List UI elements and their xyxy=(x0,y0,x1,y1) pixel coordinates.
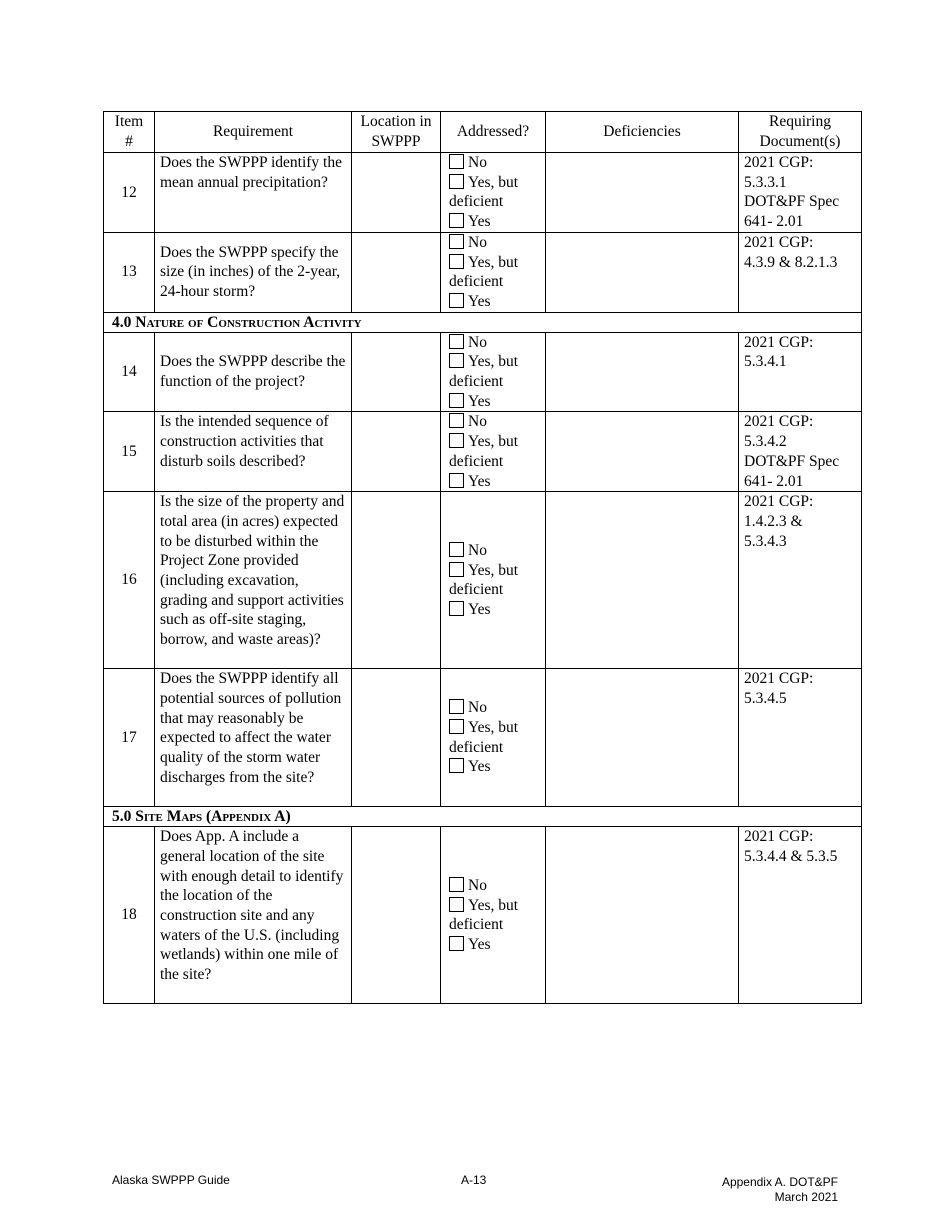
yes-but-deficient-checkbox[interactable] xyxy=(449,254,464,269)
table-row xyxy=(104,153,862,233)
yes-label: Yes xyxy=(468,472,491,490)
table-row xyxy=(104,669,862,807)
yes-but-label: Yes, but xyxy=(468,719,519,737)
addressed-options xyxy=(441,669,546,807)
header-requiring: Requiring Document(s) xyxy=(739,112,862,153)
no-label: No xyxy=(468,876,487,894)
ref-line: 641- 2.01 xyxy=(744,213,804,231)
requiring-documents xyxy=(739,153,862,233)
no-label: No xyxy=(468,541,487,559)
header-row xyxy=(104,112,862,153)
yes-label: Yes xyxy=(468,213,491,231)
deficiencies-cell[interactable] xyxy=(546,412,739,492)
requirement-text: Does the SWPPP identify the mean annual precipitation? xyxy=(155,153,352,233)
requiring-documents xyxy=(739,232,862,312)
deficient-label: deficient xyxy=(449,193,504,211)
deficient-label: deficient xyxy=(449,916,504,934)
ref-line: 5.3.3.1 xyxy=(744,173,787,191)
ref-line: DOT&PF Spec xyxy=(744,193,840,211)
location-cell[interactable] xyxy=(352,332,441,412)
no-checkbox[interactable] xyxy=(449,542,464,557)
yes-but-deficient-checkbox[interactable] xyxy=(449,174,464,189)
deficiencies-cell[interactable] xyxy=(546,669,739,807)
footer-date: March 2021 xyxy=(774,1190,838,1204)
section-name: Site Maps (Appendix A) xyxy=(135,808,291,826)
requirement-text: Does the SWPPP describe the function of the project? xyxy=(155,332,352,412)
requiring-documents xyxy=(739,669,862,807)
header-deficiencies: Deficiencies xyxy=(546,112,739,153)
section-number: 4.0 xyxy=(112,313,132,331)
yes-checkbox[interactable] xyxy=(449,473,464,488)
footer-appendix: Appendix A. DOT&PF xyxy=(721,1175,838,1189)
section-header xyxy=(104,312,862,332)
ref-line: 641- 2.01 xyxy=(744,472,804,490)
addressed-options xyxy=(441,232,546,312)
yes-but-deficient-checkbox[interactable] xyxy=(449,353,464,368)
item-number: 17 xyxy=(104,669,155,807)
yes-label: Yes xyxy=(468,935,491,953)
item-number: 15 xyxy=(104,412,155,492)
ref-line: 5.3.4.1 xyxy=(744,353,787,371)
yes-but-label: Yes, but xyxy=(468,896,519,914)
header-requirement: Requirement xyxy=(155,112,352,153)
addressed-options xyxy=(441,153,546,233)
page-number: A-13 xyxy=(461,1173,487,1187)
yes-but-deficient-checkbox[interactable] xyxy=(449,562,464,577)
ref-line: 1.4.2.3 & xyxy=(744,512,803,530)
no-checkbox[interactable] xyxy=(449,413,464,428)
deficient-label: deficient xyxy=(449,452,504,470)
yes-but-label: Yes, but xyxy=(468,353,519,371)
yes-label: Yes xyxy=(468,758,491,776)
ref-line: 2021 CGP: xyxy=(744,154,814,171)
yes-but-label: Yes, but xyxy=(468,433,519,451)
deficient-label: deficient xyxy=(449,273,504,291)
item-number: 12 xyxy=(104,153,155,233)
requiring-documents xyxy=(739,827,862,1004)
header-location: Location in SWPPP xyxy=(352,112,441,153)
deficiencies-cell[interactable] xyxy=(546,827,739,1004)
deficiencies-cell[interactable] xyxy=(546,232,739,312)
section-title xyxy=(104,312,862,332)
requiring-documents xyxy=(739,492,862,669)
location-cell[interactable] xyxy=(352,492,441,669)
location-cell[interactable] xyxy=(352,669,441,807)
ref-line: 2021 CGP: xyxy=(744,493,814,511)
yes-checkbox[interactable] xyxy=(449,293,464,308)
ref-line: 5.3.4.2 xyxy=(744,433,787,451)
requirement-text: Does App. A include a general location of the site with enough detail to identify the location of the construction site and any waters of the U.S. (including wetlands) within one mile of the site? xyxy=(155,827,352,1004)
table-row xyxy=(104,412,862,492)
no-label: No xyxy=(468,333,487,351)
yes-checkbox[interactable] xyxy=(449,213,464,228)
no-checkbox[interactable] xyxy=(449,334,464,349)
location-cell[interactable] xyxy=(352,232,441,312)
no-checkbox[interactable] xyxy=(449,877,464,892)
yes-but-deficient-checkbox[interactable] xyxy=(449,433,464,448)
no-checkbox[interactable] xyxy=(449,154,464,169)
deficiencies-cell[interactable] xyxy=(546,332,739,412)
ref-line: 2021 CGP: xyxy=(744,670,814,688)
requirement-text: Does the SWPPP specify the size (in inches) of the 2-year, 24-hour storm? xyxy=(155,232,352,312)
table-row xyxy=(104,827,862,1004)
no-label: No xyxy=(468,154,487,171)
ref-line: 4.3.9 & 8.2.1.3 xyxy=(744,253,838,271)
addressed-options xyxy=(441,827,546,1004)
deficiencies-cell[interactable] xyxy=(546,492,739,669)
ref-line: 2021 CGP: xyxy=(744,828,814,846)
yes-label: Yes xyxy=(468,392,491,410)
item-number: 18 xyxy=(104,827,155,1004)
addressed-options xyxy=(441,332,546,412)
section-number: 5.0 xyxy=(112,808,132,826)
yes-but-label: Yes, but xyxy=(468,561,519,579)
location-cell[interactable] xyxy=(352,827,441,1004)
yes-label: Yes xyxy=(468,600,491,618)
section-title xyxy=(104,807,862,827)
ref-line: 2021 CGP: xyxy=(744,233,814,251)
requiring-documents xyxy=(739,332,862,412)
checklist-table xyxy=(103,111,862,1004)
ref-line: 5.3.4.4 & 5.3.5 xyxy=(744,847,838,865)
table-row xyxy=(104,332,862,412)
no-label: No xyxy=(468,699,487,717)
yes-but-label: Yes, but xyxy=(468,173,519,191)
deficient-label: deficient xyxy=(449,373,504,391)
footer-left: Alaska SWPPP Guide xyxy=(112,1173,230,1187)
header-item: Item # xyxy=(104,112,155,153)
header-addressed: Addressed? xyxy=(441,112,546,153)
yes-checkbox[interactable] xyxy=(449,758,464,773)
yes-checkbox[interactable] xyxy=(449,393,464,408)
deficient-label: deficient xyxy=(449,738,504,756)
ref-line: 5.3.4.5 xyxy=(744,689,787,707)
item-number: 14 xyxy=(104,332,155,412)
footer-right xyxy=(722,1175,838,1205)
yes-checkbox[interactable] xyxy=(449,936,464,951)
no-checkbox[interactable] xyxy=(449,234,464,249)
yes-but-deficient-checkbox[interactable] xyxy=(449,719,464,734)
addressed-options xyxy=(441,412,546,492)
no-checkbox[interactable] xyxy=(449,699,464,714)
requiring-documents xyxy=(739,412,862,492)
ref-line: DOT&PF Spec xyxy=(744,452,840,470)
section-header xyxy=(104,807,862,827)
ref-line: 2021 CGP: xyxy=(744,413,814,431)
deficient-label: deficient xyxy=(449,581,504,599)
yes-label: Yes xyxy=(468,292,491,310)
requirement-text: Does the SWPPP identify all potential sources of pollution that may reasonably be expected to affect the water quality of the storm water discharges from the site? xyxy=(155,669,352,807)
item-number: 13 xyxy=(104,232,155,312)
no-label: No xyxy=(468,233,487,251)
addressed-options xyxy=(441,492,546,669)
ref-line: 5.3.4.3 xyxy=(744,532,787,550)
yes-checkbox[interactable] xyxy=(449,601,464,616)
requirement-text: Is the size of the property and total area (in acres) expected to be disturbed within the Project Zone provided (including excavation, grading and support activities such as off-site staging, borrow, and waste areas)? xyxy=(155,492,352,669)
yes-but-label: Yes, but xyxy=(468,253,519,271)
ref-line: 2021 CGP: xyxy=(744,333,814,351)
requirement-text: Is the intended sequence of construction activities that disturb soils described? xyxy=(155,412,352,492)
table-row xyxy=(104,232,862,312)
location-cell[interactable] xyxy=(352,412,441,492)
section-name: Nature of Construction Activity xyxy=(135,313,362,331)
item-number: 16 xyxy=(104,492,155,669)
location-cell[interactable] xyxy=(352,153,441,233)
no-label: No xyxy=(468,413,487,431)
yes-but-deficient-checkbox[interactable] xyxy=(449,897,464,912)
deficiencies-cell[interactable] xyxy=(546,153,739,233)
table-row xyxy=(104,492,862,669)
